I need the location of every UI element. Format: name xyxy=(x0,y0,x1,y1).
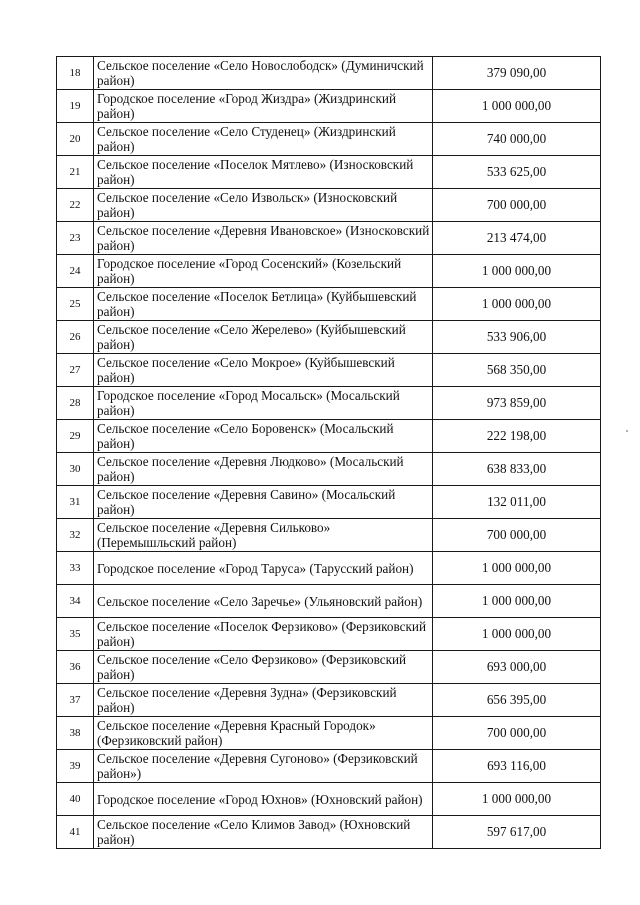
amount-value: 656 395,00 xyxy=(433,684,601,717)
scan-speck xyxy=(626,430,628,432)
table-row xyxy=(57,519,601,552)
amount-value: 693 000,00 xyxy=(433,651,601,684)
table-row xyxy=(57,486,601,519)
table-row xyxy=(57,783,601,816)
settlement-name: Городское поселение «Город Мосальск» (Мосальский район) xyxy=(94,387,433,420)
amount-value: 132 011,00 xyxy=(433,486,601,519)
settlement-name: Сельское поселение «Село Климов Завод» (Юхновский район) xyxy=(94,816,433,849)
table-row xyxy=(57,717,601,750)
settlement-name: Сельское поселение «Деревня Сильково» (Перемышльский район) xyxy=(94,519,433,552)
row-number: 38 xyxy=(57,717,94,750)
row-number: 25 xyxy=(57,288,94,321)
row-number: 30 xyxy=(57,453,94,486)
amount-value: 973 859,00 xyxy=(433,387,601,420)
settlement-name: Сельское поселение «Деревня Красный Городок» (Ферзиковский район) xyxy=(94,717,433,750)
table-row xyxy=(57,222,601,255)
row-number: 31 xyxy=(57,486,94,519)
settlement-name: Городское поселение «Город Юхнов» (Юхновский район) xyxy=(94,783,433,816)
amount-value: 213 474,00 xyxy=(433,222,601,255)
table-row xyxy=(57,288,601,321)
row-number: 39 xyxy=(57,750,94,783)
row-number: 29 xyxy=(57,420,94,453)
table-row xyxy=(57,420,601,453)
amount-value: 1 000 000,00 xyxy=(433,618,601,651)
table-row xyxy=(57,453,601,486)
settlement-name: Сельское поселение «Село Новослободск» (Думиничский район) xyxy=(94,57,433,90)
amount-value: 379 090,00 xyxy=(433,57,601,90)
table-body xyxy=(57,57,601,849)
amount-value: 1 000 000,00 xyxy=(433,288,601,321)
amount-value: 568 350,00 xyxy=(433,354,601,387)
settlement-name: Сельское поселение «Село Боровенск» (Мосальский район) xyxy=(94,420,433,453)
row-number: 32 xyxy=(57,519,94,552)
table-row xyxy=(57,57,601,90)
table-row xyxy=(57,651,601,684)
amount-value: 533 906,00 xyxy=(433,321,601,354)
table-row xyxy=(57,387,601,420)
amount-value: 700 000,00 xyxy=(433,717,601,750)
row-number: 36 xyxy=(57,651,94,684)
settlement-name: Сельское поселение «Село Ферзиково» (Ферзиковский район) xyxy=(94,651,433,684)
row-number: 22 xyxy=(57,189,94,222)
settlement-name: Городское поселение «Город Сосенский» (Козельский район) xyxy=(94,255,433,288)
table-row xyxy=(57,255,601,288)
table-row xyxy=(57,684,601,717)
table-row xyxy=(57,156,601,189)
amount-value: 1 000 000,00 xyxy=(433,255,601,288)
row-number: 37 xyxy=(57,684,94,717)
row-number: 26 xyxy=(57,321,94,354)
amount-value: 1 000 000,00 xyxy=(433,783,601,816)
table-row xyxy=(57,321,601,354)
settlement-name: Сельское поселение «Село Студенец» (Жиздринский район) xyxy=(94,123,433,156)
settlement-name: Сельское поселение «Село Извольск» (Износковский район) xyxy=(94,189,433,222)
row-number: 34 xyxy=(57,585,94,618)
amount-value: 222 198,00 xyxy=(433,420,601,453)
row-number: 27 xyxy=(57,354,94,387)
settlement-name: Сельское поселение «Поселок Бетлица» (Куйбышевский район) xyxy=(94,288,433,321)
settlement-name: Сельское поселение «Деревня Зудна» (Ферзиковский район) xyxy=(94,684,433,717)
table-row xyxy=(57,618,601,651)
amount-value: 1 000 000,00 xyxy=(433,90,601,123)
row-number: 20 xyxy=(57,123,94,156)
settlement-name: Сельское поселение «Деревня Ивановское» (Износковский район) xyxy=(94,222,433,255)
table-row xyxy=(57,750,601,783)
row-number: 35 xyxy=(57,618,94,651)
amount-value: 1 000 000,00 xyxy=(433,585,601,618)
row-number: 18 xyxy=(57,57,94,90)
table-row xyxy=(57,816,601,849)
amount-value: 638 833,00 xyxy=(433,453,601,486)
amount-value: 533 625,00 xyxy=(433,156,601,189)
settlement-name: Сельское поселение «Деревня Савино» (Мосальский район) xyxy=(94,486,433,519)
table-row xyxy=(57,585,601,618)
row-number: 28 xyxy=(57,387,94,420)
settlement-name: Сельское поселение «Деревня Сугоново» (Ферзиковский район») xyxy=(94,750,433,783)
table-row xyxy=(57,123,601,156)
settlement-name: Городское поселение «Город Таруса» (Тарусский район) xyxy=(94,552,433,585)
amount-value: 740 000,00 xyxy=(433,123,601,156)
amount-value: 693 116,00 xyxy=(433,750,601,783)
settlement-name: Сельское поселение «Поселок Мятлево» (Износковский район) xyxy=(94,156,433,189)
row-number: 19 xyxy=(57,90,94,123)
amount-value: 597 617,00 xyxy=(433,816,601,849)
settlement-name: Сельское поселение «Поселок Ферзиково» (Ферзиковский район) xyxy=(94,618,433,651)
table-row xyxy=(57,354,601,387)
amount-value: 1 000 000,00 xyxy=(433,552,601,585)
amount-value: 700 000,00 xyxy=(433,519,601,552)
row-number: 41 xyxy=(57,816,94,849)
settlement-name: Сельское поселение «Село Мокрое» (Куйбышевский район) xyxy=(94,354,433,387)
row-number: 24 xyxy=(57,255,94,288)
amount-value: 700 000,00 xyxy=(433,189,601,222)
settlement-name: Сельское поселение «Село Заречье» (Ульяновский район) xyxy=(94,585,433,618)
allocation-table xyxy=(56,56,601,849)
settlement-name: Сельское поселение «Село Жерелево» (Куйбышевский район) xyxy=(94,321,433,354)
row-number: 33 xyxy=(57,552,94,585)
settlement-name: Городское поселение «Город Жиздра» (Жиздринский район) xyxy=(94,90,433,123)
table-row xyxy=(57,90,601,123)
table-row xyxy=(57,552,601,585)
table-row xyxy=(57,189,601,222)
row-number: 21 xyxy=(57,156,94,189)
row-number: 23 xyxy=(57,222,94,255)
settlement-name: Сельское поселение «Деревня Людково» (Мосальский район) xyxy=(94,453,433,486)
row-number: 40 xyxy=(57,783,94,816)
